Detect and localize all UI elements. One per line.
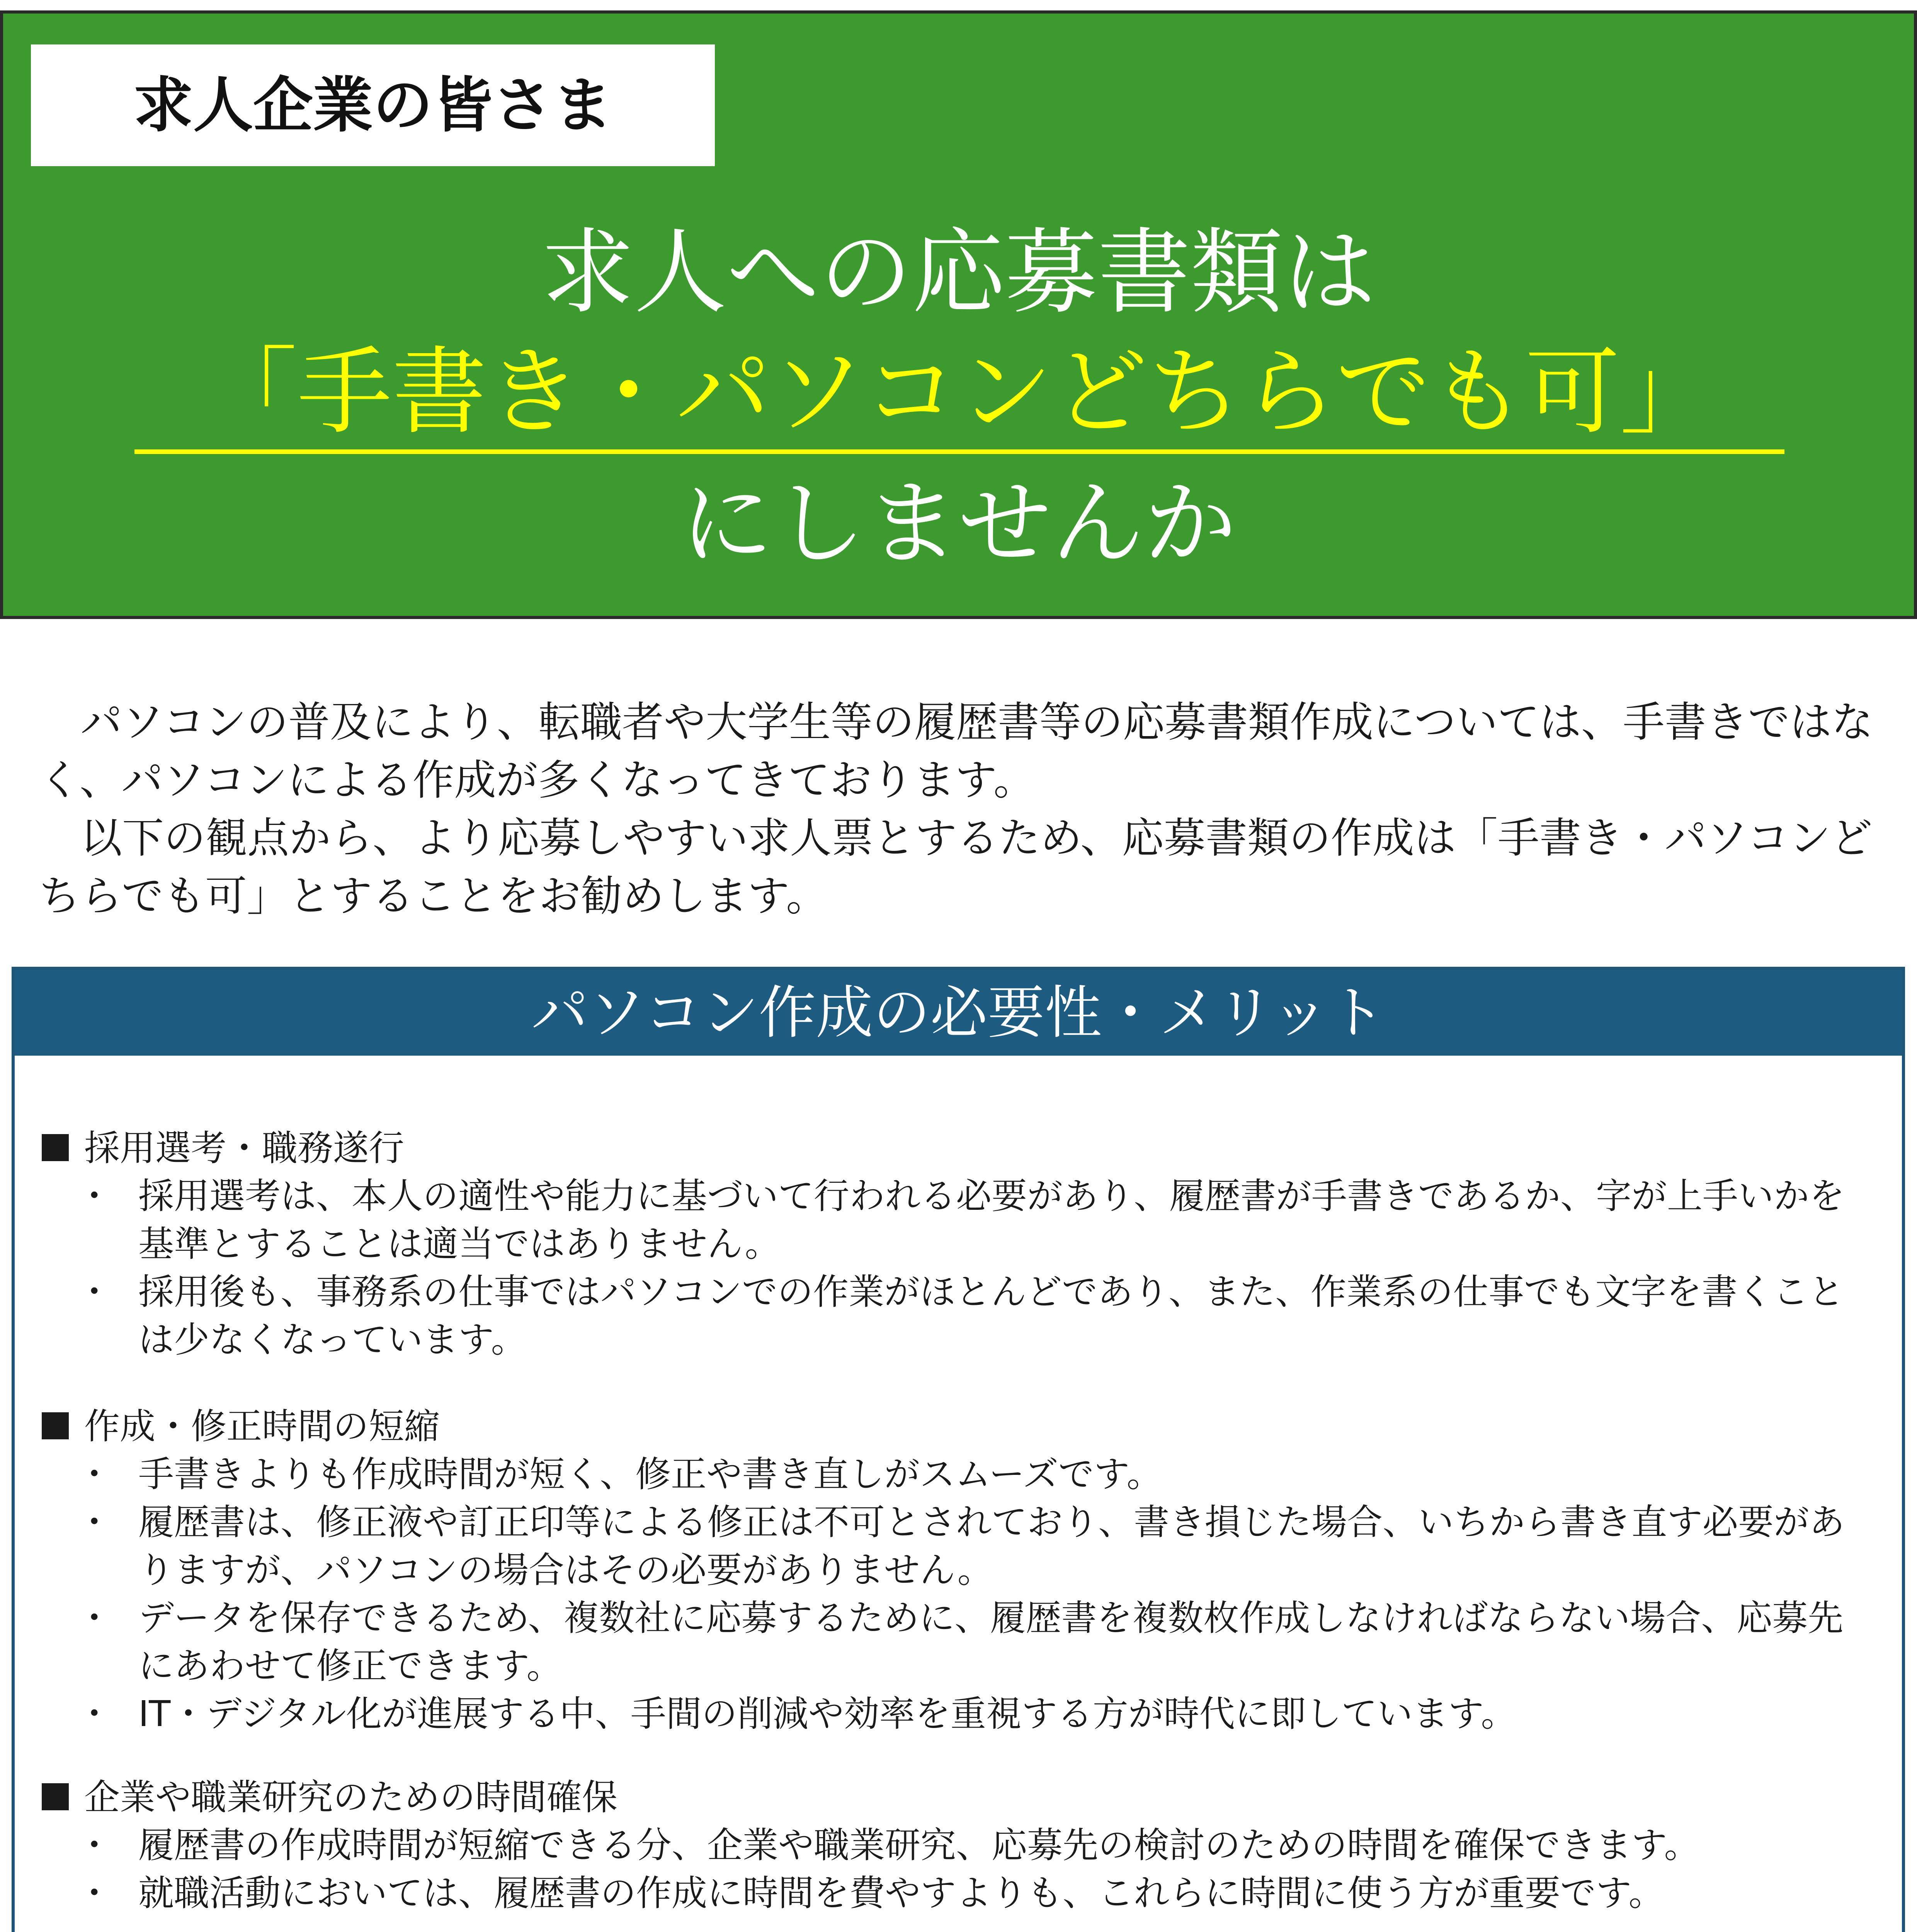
list-item: ・ IT・デジタル化が進展する中、手間の削減や効率を重視する方が時代に即しています。 (42, 1690, 1858, 1738)
bullet-dot: ・ (77, 1271, 112, 1313)
list-item: ・ 採用後も、事務系の仕事ではパソコンでの作業がほとんどであり、また、作業系の仕事でも文字を書くことは少なくなっています。 (42, 1268, 1858, 1364)
headline-line1: 求人への応募書類は (541, 218, 1376, 327)
section-time-saving (42, 1403, 1858, 1738)
section-research-time (42, 1774, 1858, 1917)
list-item: ・ 手書きよりも作成時間が短く、修正や書き直しがスムーズです。 (42, 1451, 1858, 1498)
intro-paragraph-1: パソコンの普及により、転職者や大学生等の履歴書等の応募書類作成については、手書きではなく、パソコンによる作成が多くなってきております。 (39, 698, 1873, 804)
list-item: ・ 履歴書の作成時間が短縮できる分、企業や職業研究、応募先の検討のための時間を確保できます。 (42, 1821, 1858, 1869)
list-item: ・ 履歴書は、修正液や訂正印等による修正は不可とされており、書き損じた場合、いちから書き直す必要がありますが、パソコンの場合はその必要がありません。 (42, 1498, 1858, 1594)
header-banner (0, 10, 1917, 619)
square-bullet-icon (42, 1134, 69, 1161)
bullet-dot: ・ (77, 1454, 112, 1495)
bullet-dot: ・ (77, 1597, 112, 1639)
square-bullet-icon (42, 1412, 69, 1439)
merits-title: パソコン作成の必要性・メリット (15, 970, 1902, 1056)
list-item: ・ データを保存できるため、複数社に応募するために、履歴書を複数枚作成しなければならない場合、応募先にあわせて修正できます。 (42, 1594, 1858, 1690)
bullet-dot: ・ (77, 1175, 112, 1217)
merits-box (12, 967, 1905, 1932)
headline-underline (134, 449, 1784, 454)
list-item: ・ 就職活動においては、履歴書の作成に時間を費やすよりも、これらに時間に使う方が重要です。 (42, 1869, 1858, 1917)
headline-line3: にしませんか (680, 469, 1237, 578)
section-title: 採用選考・職務遂行 (42, 1124, 1858, 1172)
section-selection (42, 1124, 1858, 1364)
bullet-dot: ・ (77, 1825, 112, 1866)
bullet-dot: ・ (77, 1502, 112, 1543)
square-bullet-icon (42, 1783, 69, 1810)
section-title: 作成・修正時間の短縮 (42, 1403, 1858, 1451)
bullet-dot: ・ (77, 1693, 112, 1735)
bullet-dot: ・ (77, 1872, 112, 1914)
list-item: ・ 採用選考は、本人の適性や能力に基づいて行われる必要があり、履歴書が手書きであるか、字が上手いかを基準とすることは適当ではありません。 (42, 1172, 1858, 1268)
headline-line2: 「手書き・パソコンどちらでも可」 (202, 337, 1715, 447)
section-title: 企業や職業研究のための時間確保 (42, 1774, 1858, 1821)
intro-paragraph-2: 以下の観点から、より応募しやすい求人票とするため、応募書類の作成は「手書き・パソコンどちらでも可」とすることをお勧めします。 (39, 814, 1873, 920)
audience-label: 求人企業の皆さま (31, 44, 715, 166)
